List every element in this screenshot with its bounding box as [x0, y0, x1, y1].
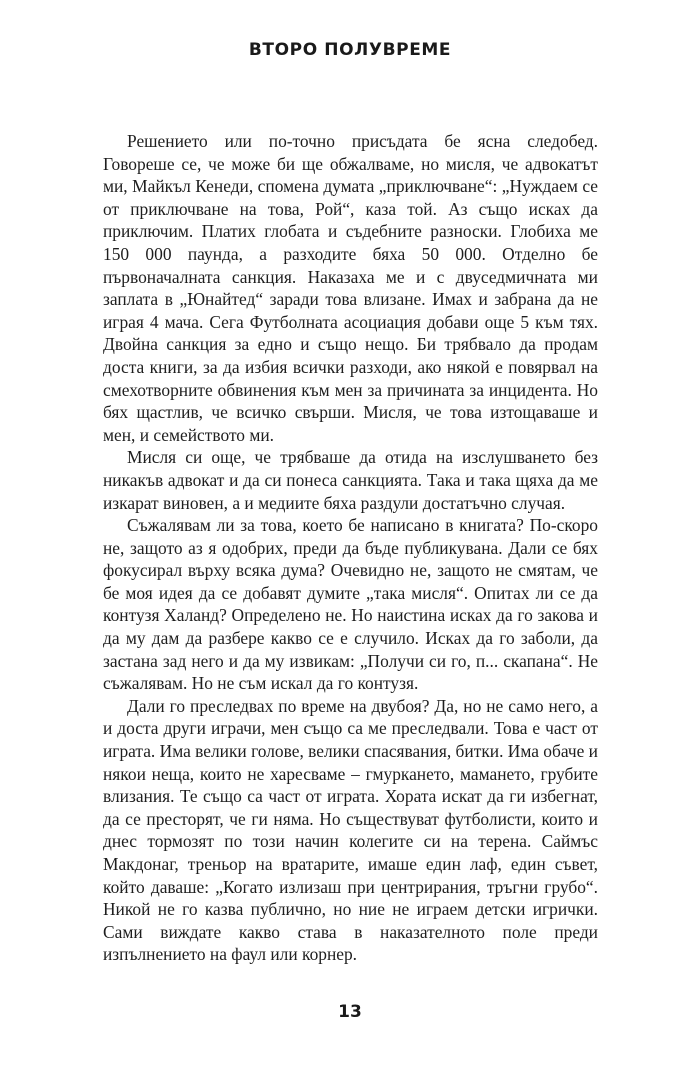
page-number: 13 [338, 1002, 362, 1022]
paragraph: Дали го преследвах по време на двубоя? Да, но не само него, а и доста други играчи, мен също са ме преследвали. Това е част от играта. Има велики голове, велики спасявания, битки. Има обаче и някои неща, които не харесваме – гмуркането, мамането, грубите влизания. Те също са част от играта. Хората искат да ги избегнат, да се престорят, че ги няма. Но съществуват футболисти, които и днес тормозят по този начин колегите си на терена. Саймъс Макдонаг, треньор на вратарите, имаше един лаф, един съвет, който даваше: „Когато излизаш при центрирания, тръгни грубо“. Никой не го казва публично, но ние не играем детски игрички. Сами виждате какво става в наказателното поле преди изпълнението на фаул или корнер. [103, 695, 598, 965]
paragraph: Съжалявам ли за това, което бе написано в книгата? По-скоро не, защото аз я одобрих, преди да бъде публикувана. Дали се бях фокусирал върху всяка дума? Очевидно не, защото не смятам, че бе моя идея да се добавят думите „така мисля“. Опитах ли се да контузя Халанд? Определено не. Но наистина исках да го закова и да му дам да разбере какво се е случило. Исках да го заболи, да застана зад него и да му извикам: „Получи си го, п... скапана“. Не съжалявам. Но не съм искал да го контузя. [103, 515, 598, 694]
body-text [103, 130, 598, 966]
running-head: ВТОРО ПОЛУВРЕМЕ [248, 40, 452, 60]
paragraph: Решението или по-точно присъдата бе ясна следобед. Говореше се, че може би ще обжалваме, но мисля, че адвокатът ми, Майкъл Кенеди, спомена думата „приключване“: „Нуждаем се от приключване на това, Рой“, каза той. Аз също исках да приключим. Платих глобата и съдебните разноски. Глобиха ме 150 000 паунда, а разходите бяха 50 000. Отделно бе първоначалната санкция. Наказаха ме и с двуседмичната ми заплата в „Юнайтед“ заради това влизане. Имах и забрана да не играя 4 мача. Сега Футболната асоциация добави още 5 към тях. Двойна санкция за едно и също нещо. Би трябвало да продам доста книги, за да избия всички разходи, ако някой е повярвал на смехотворните обвинения към мен за причината за инцидента. Но бях щастлив, че всичко свърши. Мисля, че това изтощаваше и мен, и семейството ми. [103, 131, 598, 445]
paragraph: Мисля си още, че трябваше да отида на изслушването без никакъв адвокат и да си понеса санкцията. Така и така щяха да ме изкарат виновен, а и медиите бяха раздули достатъчно случая. [103, 447, 598, 513]
